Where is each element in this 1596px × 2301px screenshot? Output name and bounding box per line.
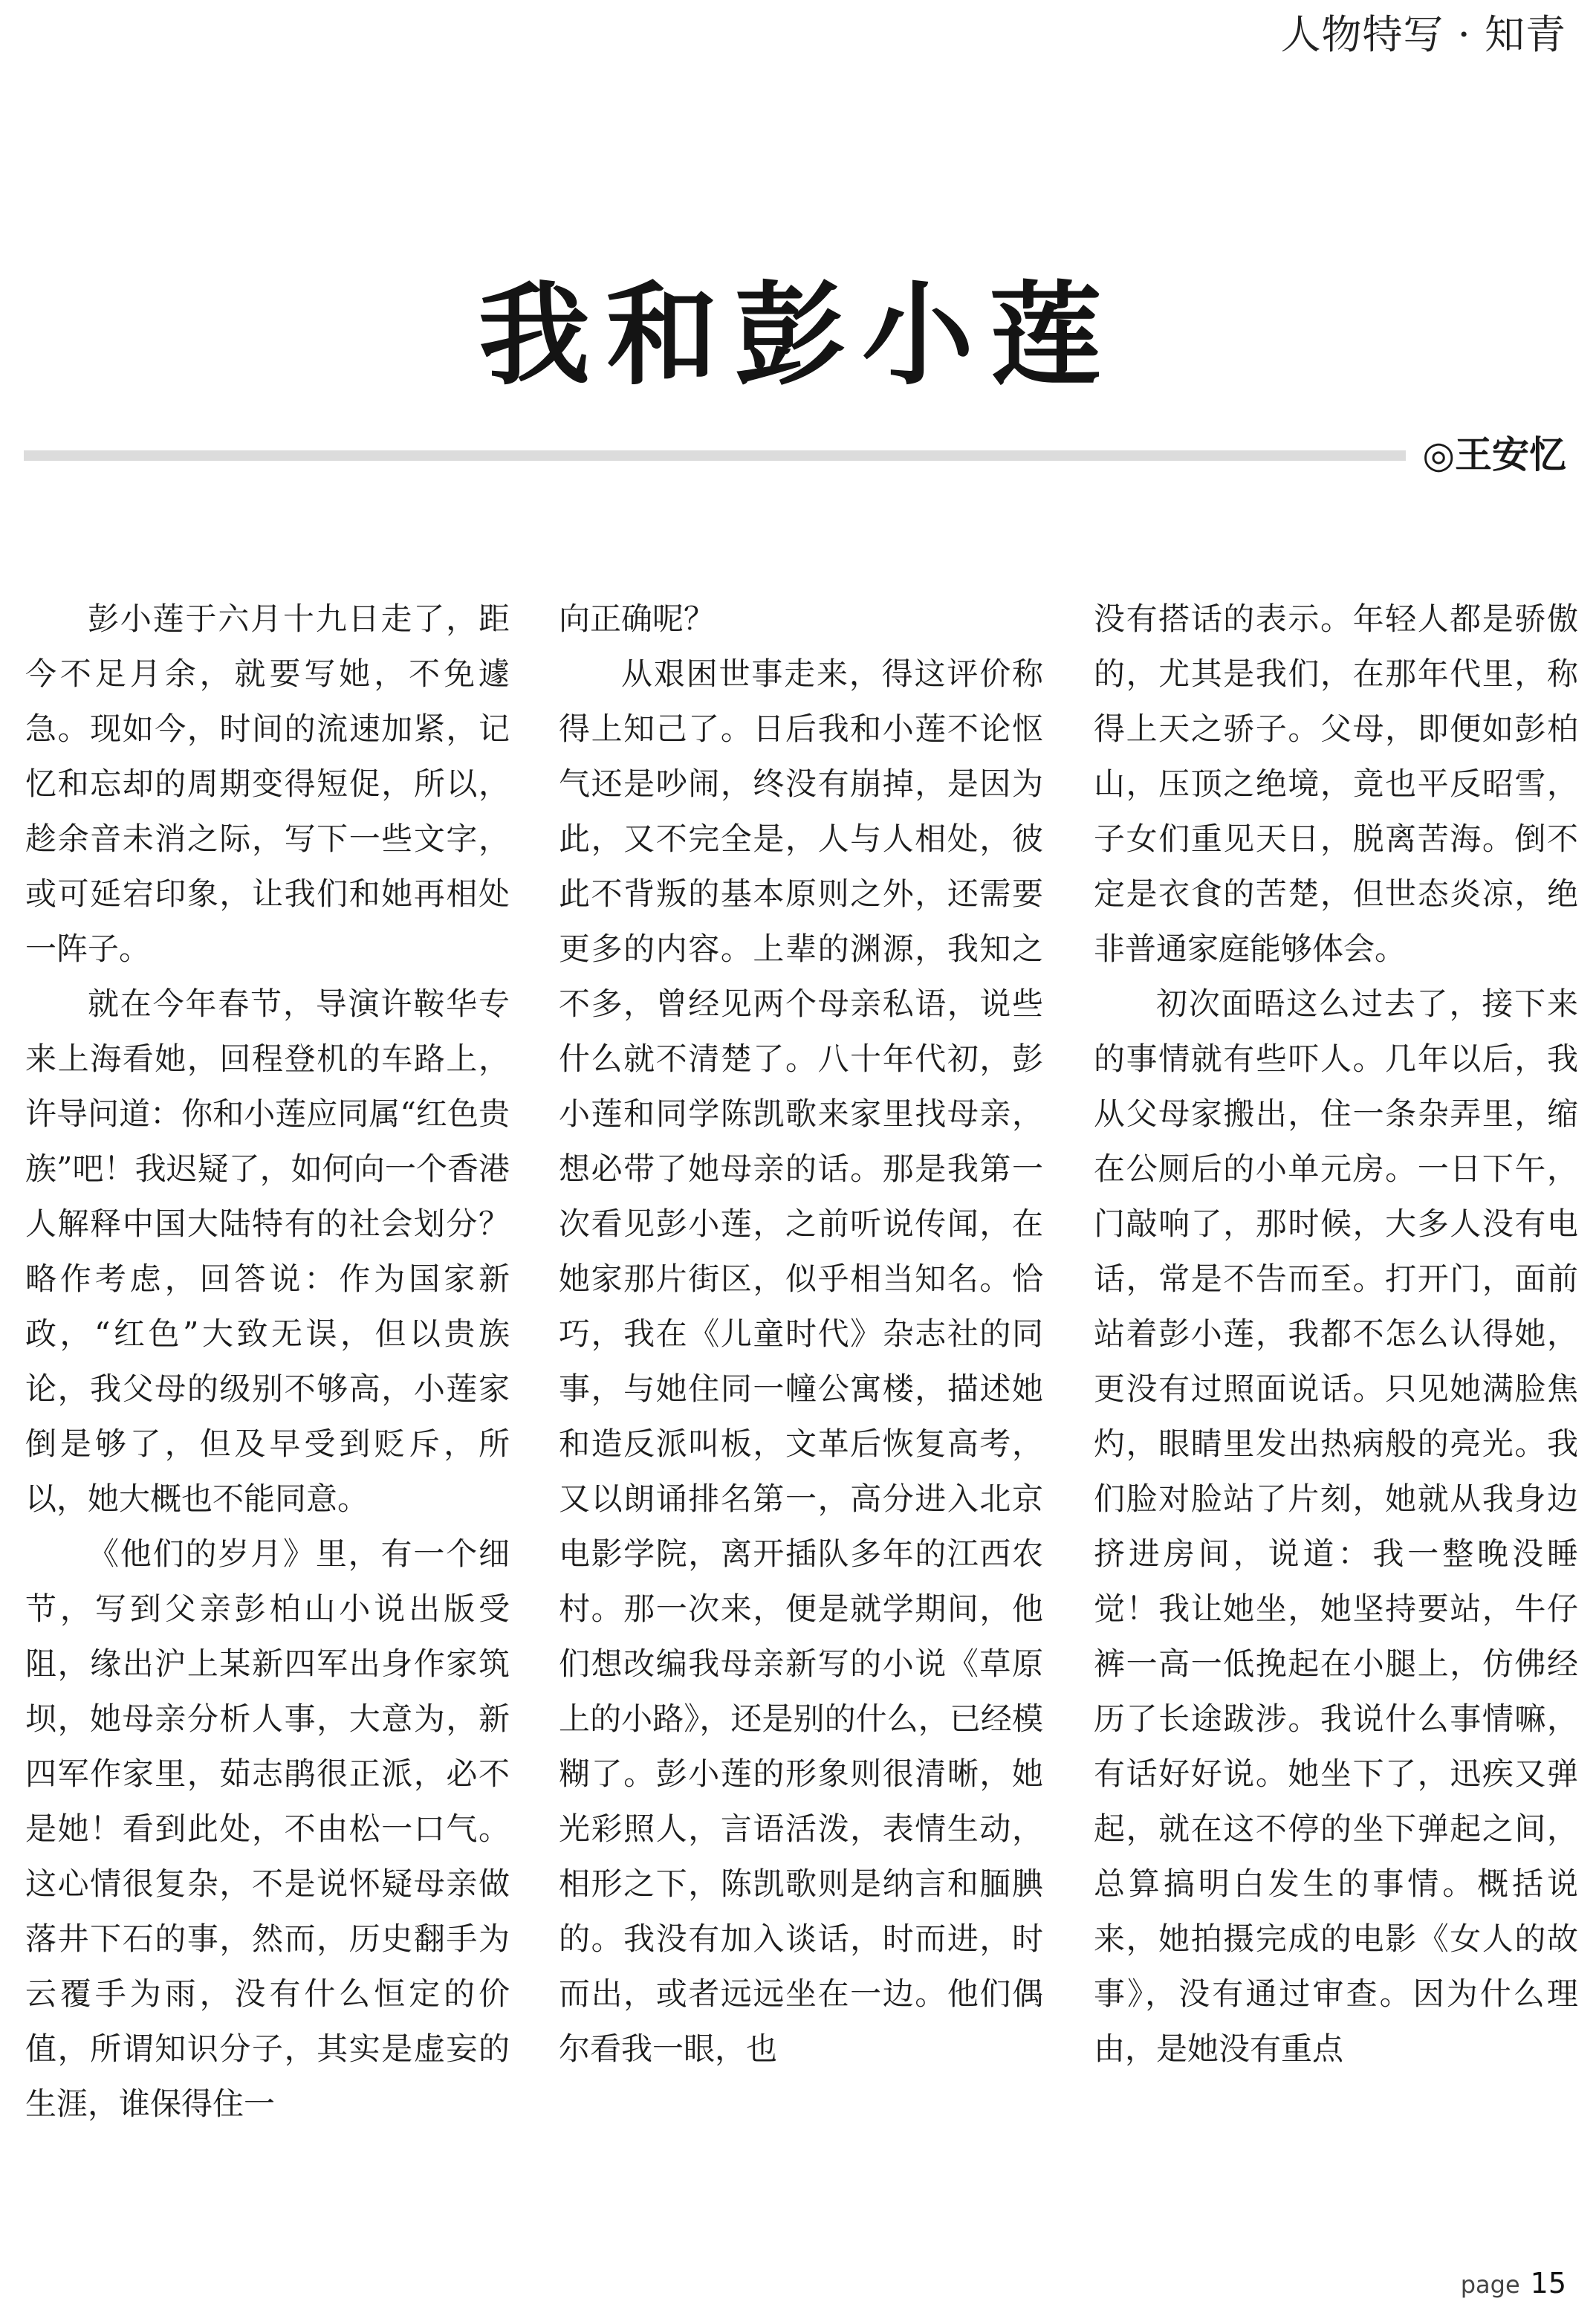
text-column-1 [25, 592, 510, 2132]
title-divider [24, 450, 1406, 461]
paragraph: 就在今年春节，导演许鞍华专来上海看她，回程登机的车路上，许导问道：你和小莲应同属“红色贵族”吧！我迟疑了，如何向一个香港人解释中国大陆特有的社会划分？略作考虑，回答说：作为国家新政，“红色”大致无误，但以贵族论，我父母的级别不够高，小莲家倒是够了，但及早受到贬斥，所以，她大概也不能同意。 [25, 986, 510, 1517]
page-number: 15 [1530, 2267, 1566, 2300]
article-title: 我和彭小莲 [478, 271, 1117, 401]
paragraph: 初次面晤这么过去了，接下来的事情就有些吓人。几年以后，我从父母家搬出，住一条杂弄里，缩在公厕后的小单元房。一日下午，门敲响了，那时候，大多人没有电话，常是不告而至。打开门，面前站着彭小莲，我都不怎么认得她，更没有过照面说话。只见她满脸焦灼，眼睛里发出热病般的亮光。我们脸对脸站了片刻，她就从我身边挤进房间，说道：我一整晚没睡觉！我让她坐，她坚持要站，牛仔裤一高一低挽起在小腿上，仿佛经历了长途跋涉。我说什么事情嘛，有话好好说。她坐下了，迅疾又弹起，就在这不停的坐下弹起之间，总算搞明白发生的事情。概括说来，她拍摄完成的电影《女人的故事》，没有通过审查。因为什么理由，是她没有重点 [1094, 986, 1578, 2067]
paragraph-continuation: 向正确呢？ [559, 601, 716, 637]
paragraph-continuation: 没有搭话的表示。年轻人都是骄傲的，尤其是我们，在那年代里，称得上天之骄子。父母，即便如彭柏山，压顶之绝境，竟也平反昭雪，子女们重见天日，脱离苦海。倒不定是衣食的苦楚，但世态炎凉，绝非普通家庭能够体会。 [1094, 601, 1578, 967]
paragraph: 《他们的岁月》里，有一个细节，写到父亲彭柏山小说出版受阻，缘出沪上某新四军出身作家筑坝，她母亲分析人事，大意为，新四军作家里，茹志鹃很正派，必不是她！看到此处，不由松一口气。这心情很复杂，不是说怀疑母亲做落井下石的事，然而，历史翻手为云覆手为雨，没有什么恒定的价值，所谓知识分子，其实是虚妄的生涯，谁保得住一 [25, 1535, 510, 2122]
text-column-3 [1094, 592, 1578, 2077]
page-label: page [1460, 2271, 1520, 2299]
page-footer [1461, 2267, 1566, 2300]
author-byline: ◎王安忆 [1422, 433, 1566, 476]
section-label: 人物特写 · 知青 [1280, 11, 1566, 58]
paragraph: 从艰困世事走来，得这评价称得上知己了。日后我和小莲不论怄气还是吵闹，终没有崩掉，是因为此，又不完全是，人与人相处，彼此不背叛的基本原则之外，还需要更多的内容。上辈的渊源，我知之不多，曾经见两个母亲私语，说些什么就不清楚了。八十年代初，彭小莲和同学陈凯歌来家里找母亲，想必带了她母亲的话。那是我第一次看见彭小莲，之前听说传闻，在她家那片街区，似乎相当知名。恰巧，我在《儿童时代》杂志社的同事，与她住同一幢公寓楼，描述她和造反派叫板，文革后恢复高考，又以朗诵排名第一，高分进入北京电影学院，离开插队多年的江西农村。那一次来，便是就学期间，他们想改编我母亲新写的小说《草原上的小路》，还是别的什么，已经模糊了。彭小莲的形象则很清晰，她光彩照人，言语活泼，表情生动，相形之下，陈凯歌则是纳言和腼腆的。我没有加入谈话，时而进，时而出，或者远远坐在一边。他们偶尔看我一眼，也 [559, 656, 1043, 2067]
text-column-2 [559, 592, 1043, 2077]
paragraph: 彭小莲于六月十九日走了，距今不足月余，就要写她，不免遽急。现如今，时间的流速加紧，记忆和忘却的周期变得短促，所以，趁余音未消之际，写下一些文字，或可延宕印象，让我们和她再相处一阵子。 [25, 601, 510, 967]
